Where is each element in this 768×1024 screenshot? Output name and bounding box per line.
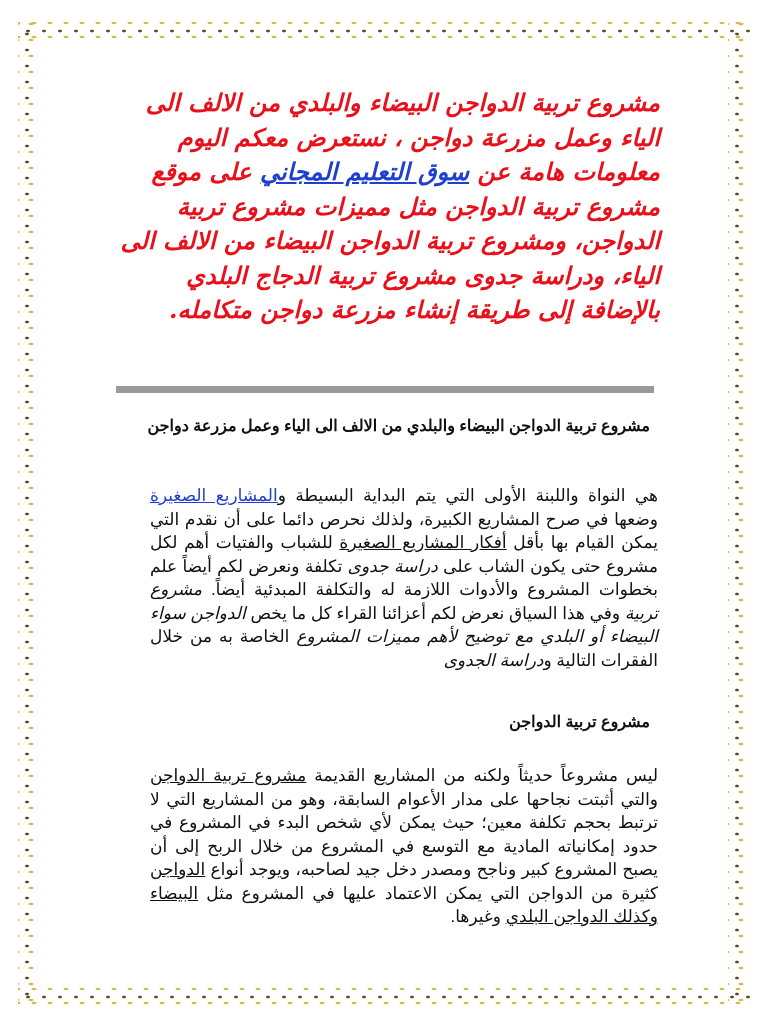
section1-text-d: تكلفة ونعرض لكم أيضاً علم بخطوات المشروع والأدوات اللازمة له والتكلفة المبدئية أيضاً.: [150, 556, 658, 599]
poultry-link[interactable]: الدواجن: [150, 860, 206, 879]
section1-italic-3: الدواجن سواء البيضاء أو البلدي مع توضيح لأهم مميزات المشروع: [150, 603, 658, 646]
decorative-border-bottom: [18, 988, 750, 1006]
small-projects-ideas-link[interactable]: أفكار المشاريع الصغيرة: [339, 533, 507, 552]
section2-title: مشروع تربية الدواجن: [509, 714, 650, 731]
section1-text-a: هي النواة واللبنة الأولى التي يتم البداية البسيطة و: [277, 486, 658, 505]
section1-text-c: للشباب والفتيات أهم لكل مشروع حتى يكون الشاب على: [150, 533, 658, 576]
headline-text-part1: مشروع تربية الدواجن البيضاء والبلدي من الالف الى الياء وعمل مزرعة دواجن ، نستعرض معكم اليوم معلومات هامة عن: [145, 88, 660, 186]
section2-text-c: كثيرة من الدواجن التي يمكن الاعتماد عليها في المشروع مثل: [198, 883, 658, 903]
headline-link[interactable]: سوق التعليم المجاني: [259, 157, 470, 186]
section-divider: [116, 386, 654, 393]
section1-italic-1: دراسة جدوى: [347, 556, 438, 576]
headline-block: [100, 86, 660, 328]
section2-paragraph: [150, 764, 658, 929]
section2-text-a: ليس مشروعاً حديثاً ولكنه من المشاريع القديمة: [306, 766, 658, 785]
section2-text-b: والتي أثبتت نجاحها على مدار الأعوام السابقة، وهو من المشاريع التي لا ترتبط بحجم تكلفة معين؛ حيث يمكن لأي شخص البدء في المشروع في حدود إمكانياته المادية مع التوسع في المشروع من خلال الربح إلى أن يصبح المشروع كبير وناجح ومصدر دخل جيد لصاحبه، ويوجد أنواع: [150, 789, 658, 879]
section2-text-d: وغيرها.: [450, 907, 506, 926]
headline: [100, 86, 660, 328]
section1-italic-4: دراسة الجدوى: [443, 650, 544, 670]
white-baladi-poultry-link[interactable]: البيضاء وكذلك الدواجن البلدي: [150, 883, 658, 926]
decorative-border-right: [728, 22, 746, 1006]
section1-italic-2: مشروع تربية: [150, 580, 658, 623]
section1-paragraph: [150, 484, 658, 672]
section1-title: مشروع تربية الدواجن البيضاء والبلدي من الالف الى الياء وعمل مزرعة دواجن: [147, 418, 650, 435]
decorative-border-left: [18, 22, 36, 1006]
section1-text-e: وفي هذا السياق نعرض لكم أعزائنا القراء كل ما يخص: [245, 603, 625, 623]
headline-text-part2: على موقع مشروع تربية الدواجن مثل مميزات مشروع تربية الدواجن، ومشروع تربية الدواجن البيضاء من الالف الى الياء، ودراسة جدوى مشروع تربية الدجاج البلدي بالإضافة إلى طريقة إنشاء مزرعة دواجن متكامله.: [120, 157, 660, 324]
section1-text-b: وضعها في صرح المشاريع الكبيرة، ولذلك نحرص دائما على أن نقدم التي يمكن القيام بها بأقل: [150, 509, 659, 552]
small-projects-link[interactable]: المشاريع الصغيرة: [150, 486, 278, 505]
poultry-project-link[interactable]: مشروع تربية الدواجن: [150, 766, 307, 785]
decorative-border-top: [18, 22, 750, 40]
section1-text-f: الخاصة به من خلال الفقرات التالية و: [150, 627, 658, 670]
